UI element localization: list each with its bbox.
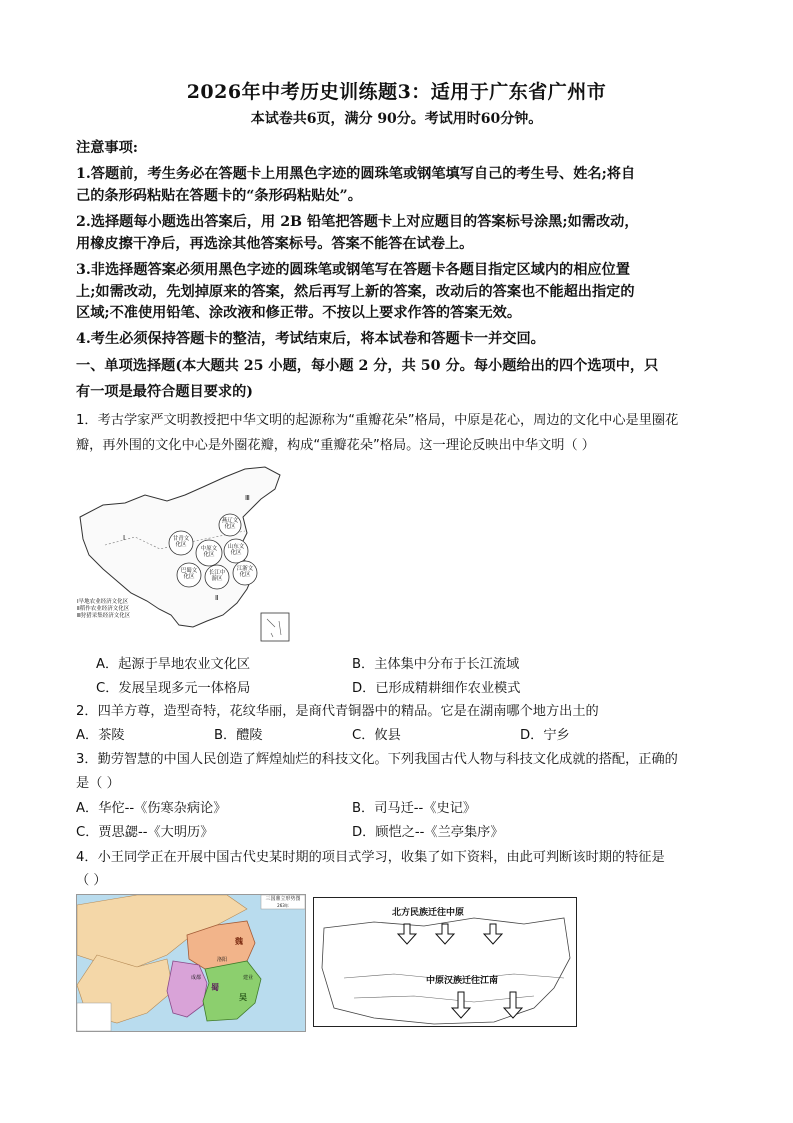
state-shu-area xyxy=(167,961,207,1017)
q3-option-b[interactable]: B．司马迁--《史记》 xyxy=(352,801,477,816)
label-zhongyuan: 中原文化区 xyxy=(200,546,218,558)
exam-subtitle: 本试卷共6页，满分 90分。考试用时60分钟。 xyxy=(250,111,543,127)
arrow-down-icon-2 xyxy=(436,924,454,944)
q1-option-d[interactable]: D．已形成精耕细作农业模式 xyxy=(352,681,521,696)
state-label-wei: 魏 xyxy=(235,937,243,946)
arrow-down-icon-3 xyxy=(484,924,502,944)
q1-option-c[interactable]: C．发展呈现多元一体格局 xyxy=(96,681,251,696)
q1-option-b[interactable]: B．主体集中分布于长江流域 xyxy=(352,657,520,672)
q1-map-china-culture-regions xyxy=(75,465,305,643)
state-label-shu: 蜀 xyxy=(211,983,219,992)
notice-item-3-line-2: 上;如需改动，先划掉原来的答案，然后再写上新的答案，改动后的答案也不能超出指定的 xyxy=(76,284,635,300)
notice-item-4: 4.考生必须保持答题卡的整洁，考试结束后，将本试卷和答题卡一并交回。 xyxy=(76,331,545,347)
zone-label-3: Ⅲ xyxy=(245,494,250,502)
label-shandong: 山东文化区 xyxy=(227,544,245,556)
q3-option-d[interactable]: D．顾恺之--《兰亭集序》 xyxy=(352,825,504,840)
city-label-luoyang: 洛阳 xyxy=(217,957,228,963)
river-line-2 xyxy=(354,996,534,1002)
q2-stem: 2．四羊方尊，造型奇特，花纹华丽，是商代青铜器中的精品。它是在湖南哪个地方出土的 xyxy=(76,704,599,719)
exam-title: 2026年中考历史训练题3：适用于广东省广州市 xyxy=(186,81,607,103)
q3-stem-line-1: 3．勤劳智慧的中国人民创造了辉煌灿烂的科技文化。下列我国古代人物与科技文化成就的搭配，正确的 xyxy=(76,752,678,767)
migration-label-north: 北方民族迁往中原 xyxy=(392,908,465,918)
q1-stem-line-2: 瓣，再外围的文化中心是外圈花瓣，构成“重瓣花朵”格局。这一理论反映出中华文明（ ） xyxy=(76,438,595,453)
map-legend-box xyxy=(77,1003,111,1031)
arrow-down-icon-5 xyxy=(504,992,522,1018)
three-kingdoms-map-title: 三国鼎立形势图 xyxy=(265,896,301,902)
three-kingdoms-map-year: 263年 xyxy=(277,903,289,908)
map-legend-2: Ⅱ稻作农业经济文化区 xyxy=(77,606,130,612)
notice-item-1-line-1: 1.答题前，考生务必在答题卡上用黑色字迹的圆珠笔或钢笔填写自己的考生号、姓名;将自 xyxy=(76,166,636,182)
state-label-wu: 吴 xyxy=(239,993,247,1002)
migration-label-south: 中原汉族迁往江南 xyxy=(426,976,499,986)
q3-option-c[interactable]: C．贾思勰--《大明历》 xyxy=(76,825,214,840)
section-heading-line-1: 一、单项选择题(本大题共 25 小题，每小题 2 分，共 50 分。每小题给出的四个选项中，只 xyxy=(76,358,659,374)
city-label-jianye: 建业 xyxy=(243,975,254,981)
notice-heading: 注意事项: xyxy=(76,140,138,156)
q1-stem-line-1: 1．考古学家严文明教授把中华文明的起源称为“重瓣花朵”格局，中原是花心，周边的文化中心是里圈花 xyxy=(76,413,679,428)
map-legend-1: Ⅰ旱地农业经济文化区 xyxy=(77,599,129,605)
zone-label-2: Ⅱ xyxy=(215,594,219,602)
notice-item-2-line-2: 用橡皮擦干净后，再选涂其他答案标号。答案不能答在试卷上。 xyxy=(76,236,474,252)
notice-item-3-line-1: 3.非选择题答案必须用黑色字迹的圆珠笔或钢笔写在答题卡各题目指定区域内的相应位置 xyxy=(76,262,630,278)
q4-stem-line-2: （ ） xyxy=(76,873,107,888)
map-legend-3: Ⅲ狩猎采集经济文化区 xyxy=(77,613,131,619)
q2-option-b[interactable]: B．醴陵 xyxy=(214,728,263,743)
section-heading-line-2: 有一项是最符合题目要求的) xyxy=(76,384,253,400)
notice-item-1-line-2: 己的条形码粘贴在答题卡的“条形码粘贴处”。 xyxy=(76,188,362,204)
q4-map-migration xyxy=(313,897,577,1027)
q3-stem-line-2: 是（ ） xyxy=(76,776,120,791)
zone-label-1: Ⅰ xyxy=(123,534,126,542)
q2-option-a[interactable]: A．茶陵 xyxy=(76,728,125,743)
notice-item-2-line-1: 2.选择题每小题选出答案后，用 2B 铅笔把答题卡上对应题目的答案标号涂黑;如需改动， xyxy=(76,214,639,230)
label-changjiang: 长江中游区 xyxy=(208,570,226,582)
label-bashu: 巴蜀文化区 xyxy=(180,568,198,580)
q1-option-a[interactable]: A．起源于旱地农业文化区 xyxy=(96,657,251,672)
q2-option-d[interactable]: D．宁乡 xyxy=(520,728,570,743)
three-kingdoms-svg xyxy=(77,895,305,1031)
label-jiangzhe: 江浙文化区 xyxy=(236,566,254,578)
city-label-chengdu: 成都 xyxy=(191,975,202,981)
q4-stem-line-1: 4．小王同学正在开展中国古代史某时期的项目式学习，收集了如下资料，由此可判断该时期的特征是 xyxy=(76,850,665,865)
arrow-down-icon-4 xyxy=(452,992,470,1018)
q4-map-three-kingdoms xyxy=(76,894,306,1032)
q2-option-c[interactable]: C．攸县 xyxy=(352,728,401,743)
notice-item-3-line-3: 区域;不准使用铅笔、涂改液和修正带。不按以上要求作答的答案无效。 xyxy=(76,305,522,321)
label-yanliao: 燕辽文化区 xyxy=(221,518,239,530)
q3-option-a[interactable]: A．华佗--《伤寒杂病论》 xyxy=(76,801,227,816)
arrow-down-icon xyxy=(398,924,416,944)
label-ganqing: 甘青文化区 xyxy=(172,536,190,548)
